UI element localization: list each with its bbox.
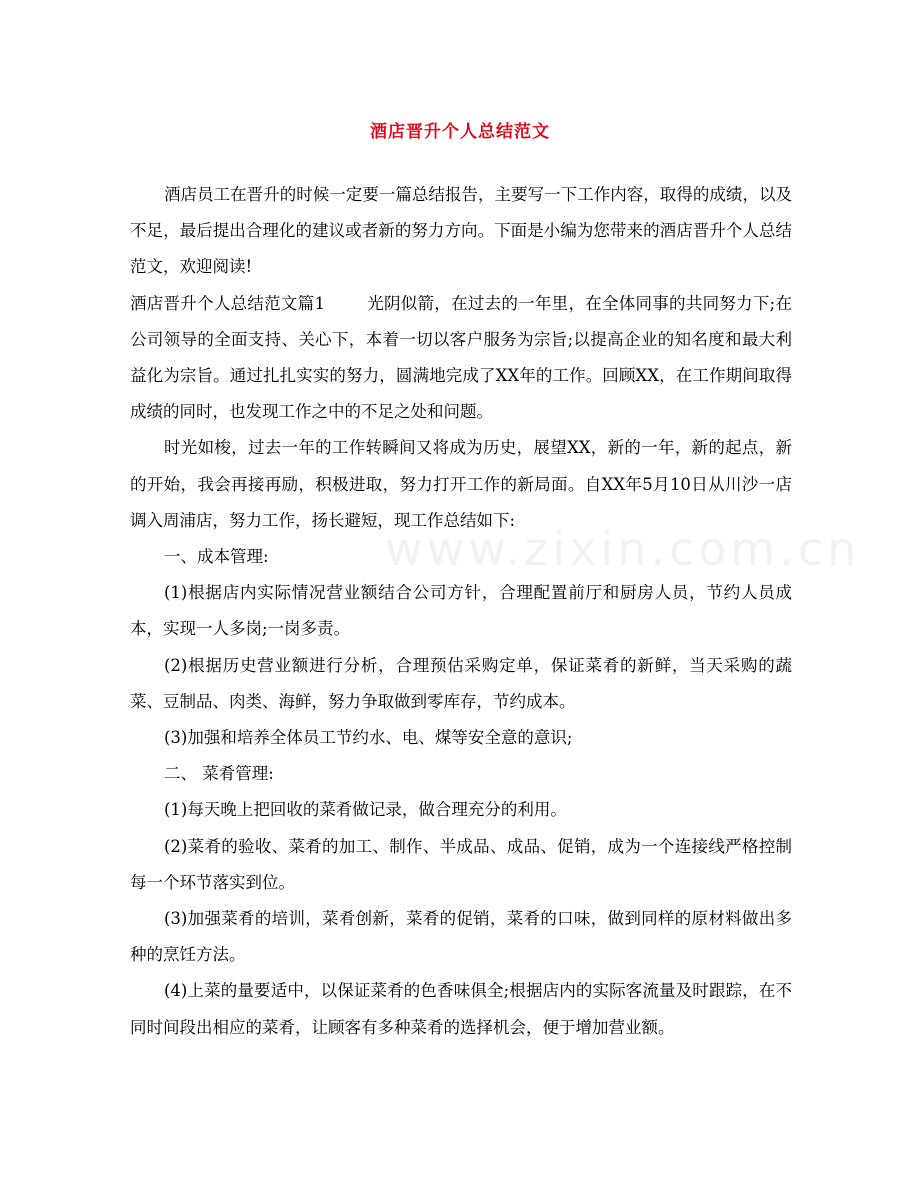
paragraph: (2)菜肴的验收、菜肴的加工、制作、半成品、成品、促销，成为一个连接线严格控制每一个环节落实到位。 — [130, 836, 792, 892]
paragraph: (1)根据店内实际情况营业额结合公司方针，合理配置前厅和厨房人员，节约人员成本，实现一人多岗;一岗多责。 — [130, 583, 792, 639]
paragraph: (1)每天晚上把回收的菜肴做记录，做合理充分的利用。 — [164, 800, 567, 820]
section-label: 酒店晋升个人总结范文篇1 — [130, 293, 325, 313]
paragraph: 时光如梭，过去一年的工作转瞬间又将成为历史，展望XX，新的一年，新的起点，新的开始，我会再接再励，积极进取，努力打开工作的新局面。自XX年5月10日从川沙一店调入周浦店，努力工作，扬长避短，现工作总结如下: — [130, 438, 792, 530]
document-body — [130, 177, 792, 1046]
section-text: 光阴似箭，在过去的一年里，在全体同事的共同努力下;在公司领导的全面支持、关心下，本着一切以客户服务为宗旨;以提高企业的知名度和最大利益化为宗旨。通过扎扎实实的努力，圆满地完成了XX年的工作。回顾XX，在工作期间取得成绩的同时，也发现工作之中的不足之处和问题。 — [130, 293, 792, 422]
paragraph: (4)上菜的量要适中，以保证菜肴的色香味俱全;根据店内的实际客流量及时跟踪，在不同时间段出相应的菜肴，让顾客有多种菜肴的选择机会，便于增加营业额。 — [130, 981, 792, 1037]
watermark: www.zixin.com.cn — [385, 522, 861, 576]
paragraph: (3)加强菜肴的培训，菜肴创新，菜肴的促销，菜肴的口味，做到同样的原材料做出多种的烹饪方法。 — [130, 909, 792, 965]
intro-paragraph: 酒店员工在晋升的时候一定要一篇总结报告，主要写一下工作内容，取得的成绩，以及不足，最后提出合理化的建议或者新的努力方向。下面是小编为您带来的酒店晋升个人总结范文，欢迎阅读! — [130, 185, 792, 277]
paragraph: (3)加强和培养全体员工节约水、电、煤等安全意的意识; — [164, 728, 573, 748]
heading-dish-management: 二、 菜肴管理: — [164, 764, 274, 784]
section-paragraph — [130, 286, 792, 431]
document-title: 酒店晋升个人总结范文 — [370, 122, 550, 142]
heading-cost-management: 一、成本管理: — [164, 547, 269, 567]
paragraph: (2)根据历史营业额进行分析，合理预估采购定单，保证菜肴的新鲜，当天采购的蔬菜、豆制品、肉类、海鲜，努力争取做到零库存，节约成本。 — [130, 655, 792, 711]
